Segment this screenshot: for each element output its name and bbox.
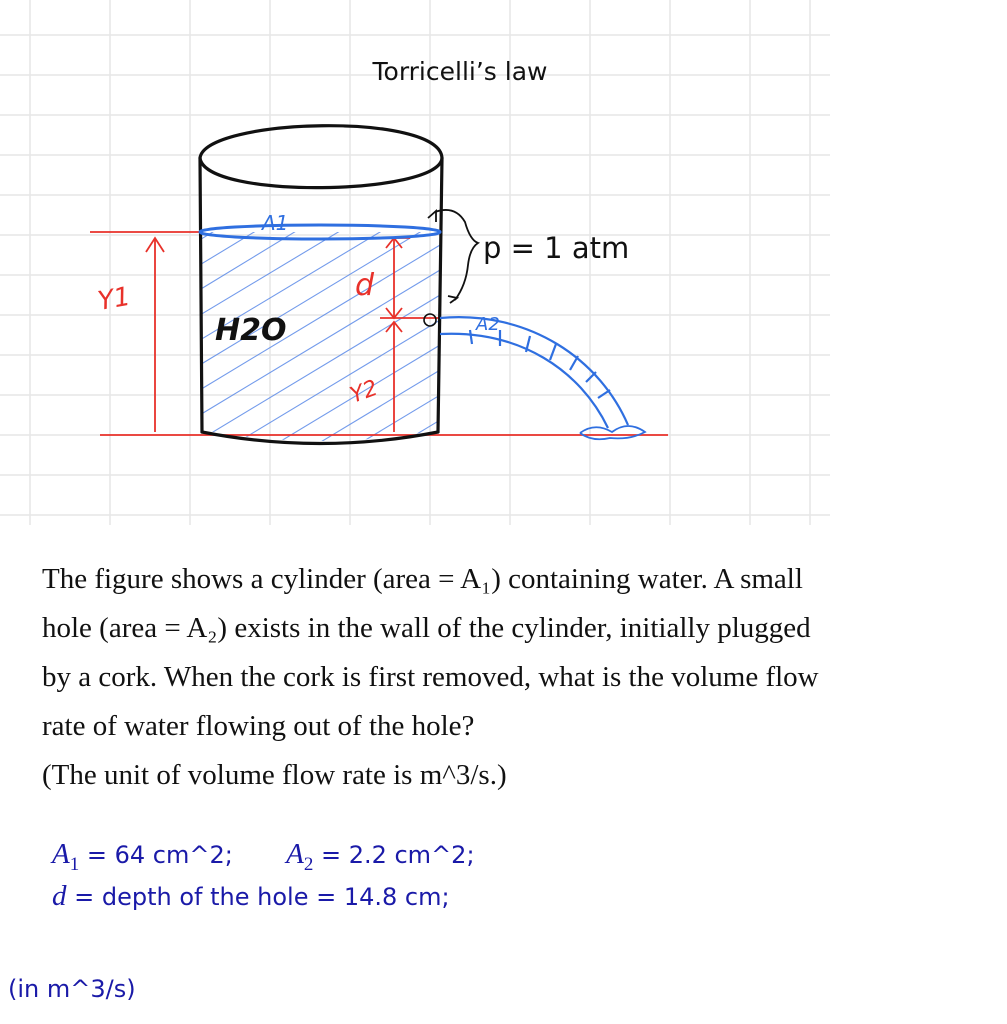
water-surface bbox=[200, 225, 440, 239]
d-symbol: d bbox=[52, 880, 67, 912]
given-depth bbox=[52, 880, 450, 913]
question-line: (The unit of volume flow rate is m^3/s.) bbox=[42, 759, 507, 791]
question-line: hole (area = A₂) exists in the wall of the cylinder, initially plugged bbox=[42, 612, 811, 644]
pressure-brace bbox=[428, 210, 478, 303]
label-y1: Y1 bbox=[95, 281, 133, 317]
water-jet bbox=[440, 317, 645, 439]
given-areas bbox=[52, 838, 475, 876]
question-line: rate of water flowing out of the hole? bbox=[42, 710, 475, 742]
question-line: by a cork. When the cork is first removed, what is the volume flow bbox=[42, 661, 819, 693]
a2-value: = 2.2 cm^2; bbox=[320, 841, 475, 869]
cylinder bbox=[200, 126, 442, 444]
label-a2: A2 bbox=[476, 314, 500, 335]
question-text bbox=[42, 555, 992, 800]
pressure-label: p = 1 atm bbox=[483, 231, 630, 265]
label-y2: Y2 bbox=[346, 375, 382, 409]
a1-symbol: $A_1$ bbox=[52, 838, 80, 875]
torricelli-figure bbox=[0, 0, 830, 525]
a1-value: = 64 cm^2; bbox=[86, 841, 233, 869]
label-h2o: H2O bbox=[215, 313, 287, 348]
question-line: The figure shows a cylinder (area = A₁) containing water. A small bbox=[42, 563, 803, 595]
answer-units: (in m^3/s) bbox=[8, 975, 136, 1003]
label-d: d bbox=[355, 268, 375, 303]
label-a1: A1 bbox=[262, 211, 289, 235]
water-hatching bbox=[150, 155, 460, 525]
figure-title: Torricelli’s law bbox=[372, 57, 548, 86]
d-value: = depth of the hole = 14.8 cm; bbox=[74, 883, 450, 911]
a2-symbol: $A_2$ bbox=[286, 838, 314, 875]
